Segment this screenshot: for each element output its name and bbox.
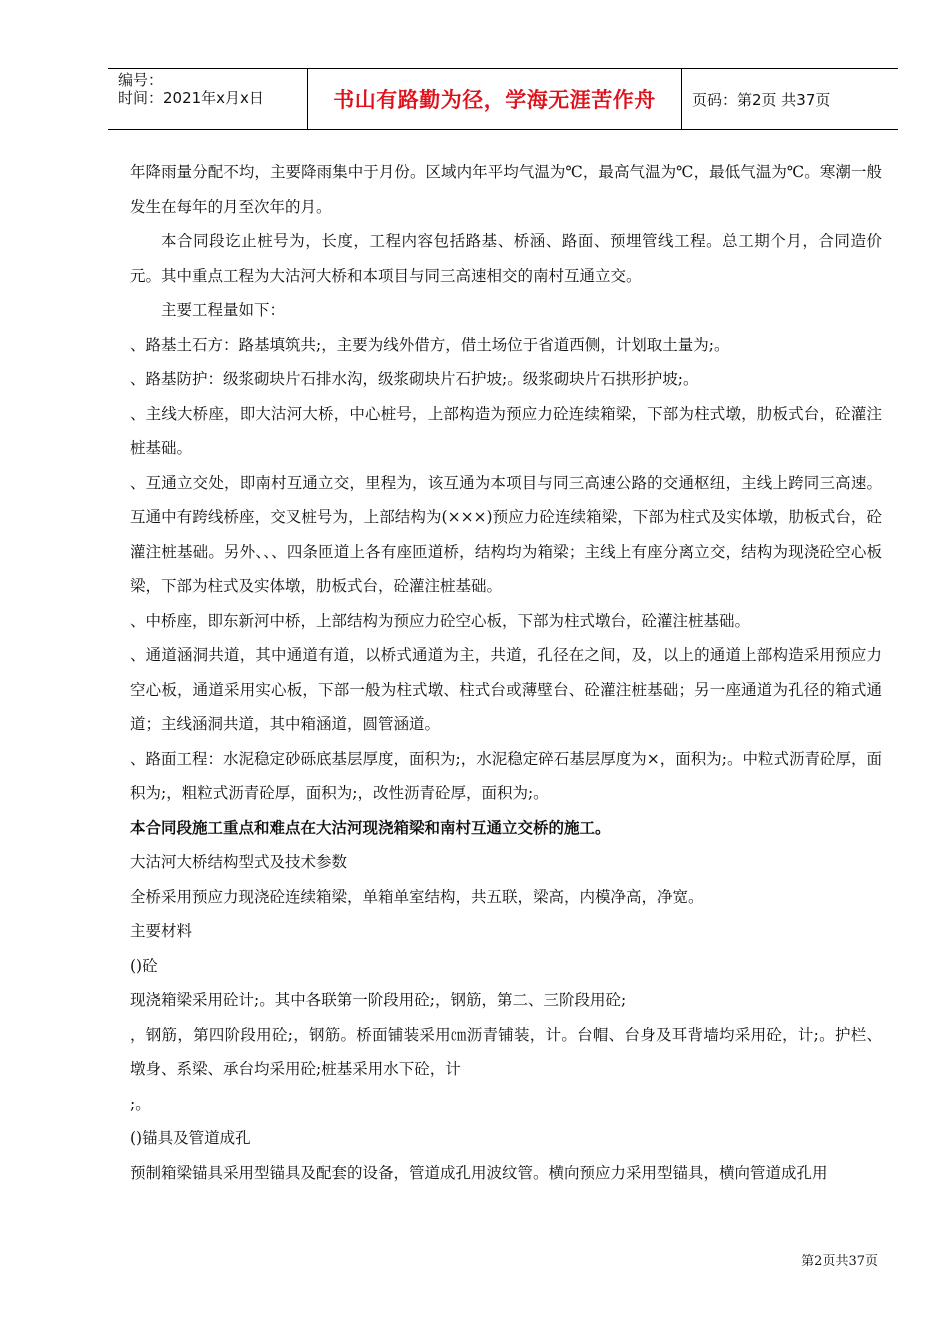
paragraph: 、主线大桥座，即大沽河大桥，中心桩号，上部构造为预应力砼连续箱梁，下部为柱式墩，肋板式台，砼灌注桩基础。 <box>130 404 882 457</box>
paragraph: ，钢筋，第四阶段用砼;，钢筋。桥面铺装采用㎝沥青铺装，计。台帽、台身及耳背墙均采用砼，计;。护栏、墩身、系梁、承台均采用砼;桩基采用水下砼，计 <box>130 1025 882 1078</box>
paragraph: 本合同段讫止桩号为，长度，工程内容包括路基、桥涵、路面、预埋管线工程。总工期个月，合同造价元。其中重点工程为大沽河大桥和本项目与同三高速相交的南村互通立交。 <box>130 232 882 285</box>
subsection-heading: ()砼 <box>130 956 158 975</box>
paragraph: 主要工程量如下： <box>161 301 286 319</box>
subsection-heading: ()锚具及管道成孔 <box>130 1129 251 1147</box>
paragraph: 、互通立交处，即南村互通立交，里程为，该互通为本项目与同三高速公路的交通枢纽，主线上跨同三高速。互通中有跨线桥座，交叉桩号为，上部结构为(×××)预应力砼连续箱梁，下部为柱式及实体墩，肋板式台，砼灌注桩基础。另外、、、四条匝道上各有座匝道桥，结构均为箱梁；主线上有座分离立交，结构为现浇砼空心板梁，下部为柱式及实体墩，肋板式台，砼灌注桩基础。 <box>130 473 882 595</box>
paragraph: ;。 <box>130 1094 151 1113</box>
section-heading: 主要材料 <box>130 922 193 940</box>
header-page-info: 页码：第2页 共37页 <box>692 90 831 109</box>
paragraph: 、通道涵洞共道，其中通道有道，以桥式通道为主，共道，孔径在之间，及，以上的通道上部构造采用预应力空心板，通道采用实心板，下部一般为柱式墩、柱式台或薄壁台、砼灌注桩基础；另一座通道为孔径的箱式通道；主线涵洞共道，其中箱涵道，圆管涵道。 <box>130 646 882 733</box>
paragraph: 、中桥座，即东新河中桥，上部结构为预应力砼空心板，下部为柱式墩台，砼灌注桩基础。 <box>130 611 751 630</box>
page-footer: 第2页共37页 <box>801 1254 878 1269</box>
paragraph: 年降雨量分配不均，主要降雨集中于月份。区域内年平均气温为℃，最高气温为℃，最低气温为℃。寒潮一般发生在每年的月至次年的月。 <box>130 163 882 216</box>
paragraph: 预制箱梁锚具采用型锚具及配套的设备，管道成孔用波纹管。横向预应力采用型锚具，横向管道成孔用 <box>130 1163 828 1182</box>
document-body <box>130 155 882 1190</box>
document-code: 编号： <box>118 71 164 89</box>
paragraph: 、路面工程：水泥稳定砂砾底基层厚度，面积为;，水泥稳定碎石基层厚度为×，面积为;。中粒式沥青砼厚，面积为;，粗粒式沥青砼厚，面积为;，改性沥青砼厚，面积为;。 <box>130 749 882 802</box>
page-header <box>108 68 898 130</box>
section-heading: 大沽河大桥结构型式及技术参数 <box>130 853 348 871</box>
paragraph: 、路基土石方：路基填筑共;，主要为线外借方，借土场位于省道西侧，计划取土量为;。 <box>130 335 730 354</box>
document-time: 时间：2021年x月x日 <box>118 89 264 107</box>
header-motto: 书山有路勤为径，学海无涯苦作舟 <box>308 69 682 129</box>
paragraph: 、路基防护：级浆砌块片石排水沟，级浆砌块片石护坡;。级浆砌块片石拱形护坡;。 <box>130 370 699 388</box>
paragraph: 现浇箱梁采用砼计;。其中各联第一阶段用砼;，钢筋，第二、三阶段用砼; <box>130 991 627 1009</box>
header-meta <box>108 69 308 129</box>
key-point-heading: 本合同段施工重点和难点在大沽河现浇箱梁和南村互通立交桥的施工。 <box>130 817 611 837</box>
paragraph: 全桥采用预应力现浇砼连续箱梁，单箱单室结构，共五联，梁高，内模净高，净宽。 <box>130 887 704 906</box>
